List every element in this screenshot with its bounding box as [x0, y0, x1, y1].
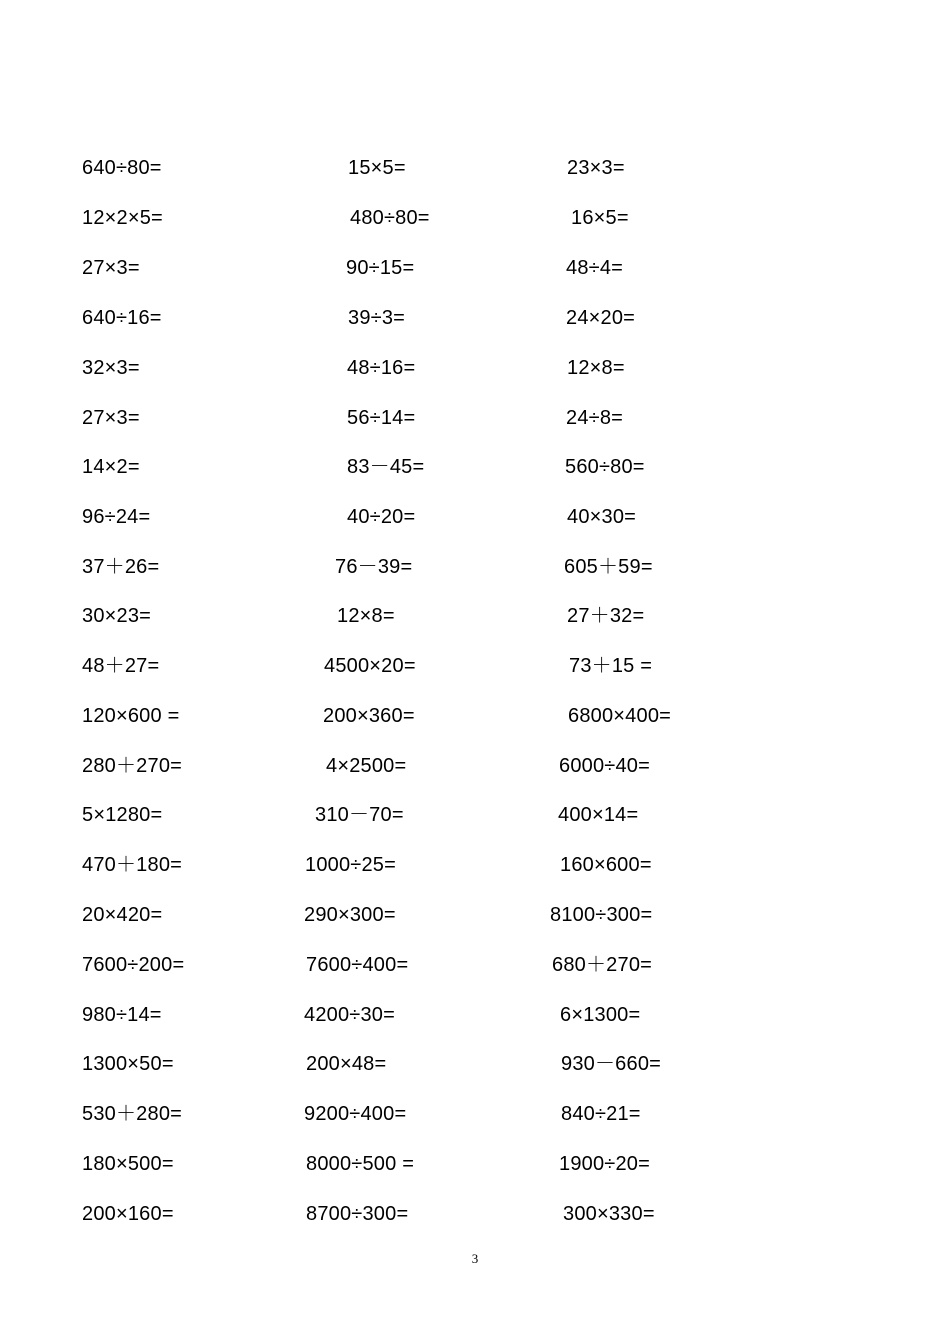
problem-r11-c3: 73＋15 =	[569, 655, 653, 677]
problem-r17-c2: 7600÷400=	[306, 954, 409, 976]
problem-r3-c3: 48÷4=	[566, 257, 624, 279]
problem-r13-c1: 280＋270=	[82, 755, 183, 777]
problem-r11-c1: 48＋27=	[82, 655, 160, 677]
problem-r6-c1: 27×3=	[82, 407, 140, 429]
problem-r7-c1: 14×2=	[82, 456, 140, 478]
problem-r5-c1: 32×3=	[82, 357, 140, 379]
problem-r11-c2: 4500×20=	[324, 655, 416, 677]
problem-r3-c1: 27×3=	[82, 257, 140, 279]
problem-r18-c1: 980÷14=	[82, 1004, 162, 1026]
problem-r19-c2: 200×48=	[306, 1053, 387, 1075]
problem-r21-c1: 180×500=	[82, 1153, 174, 1175]
problem-r12-c3: 6800×400=	[568, 705, 672, 727]
problem-r2-c3: 16×5=	[571, 207, 629, 229]
problem-r8-c2: 40÷20=	[347, 506, 416, 528]
problem-r13-c2: 4×2500=	[326, 755, 407, 777]
problem-r19-c3: 930－660=	[561, 1053, 662, 1075]
problem-r19-c1: 1300×50=	[82, 1053, 174, 1075]
problem-r22-c3: 300×330=	[563, 1203, 655, 1225]
problem-r17-c1: 7600÷200=	[82, 954, 185, 976]
problem-r9-c3: 605＋59=	[564, 556, 653, 578]
problem-r16-c1: 20×420=	[82, 904, 163, 926]
problem-r1-c1: 640÷80=	[82, 157, 162, 179]
problem-r22-c1: 200×160=	[82, 1203, 174, 1225]
problem-r5-c2: 48÷16=	[347, 357, 416, 379]
problem-r8-c1: 96÷24=	[82, 506, 151, 528]
problem-r12-c1: 120×600 =	[82, 705, 180, 727]
problem-r10-c1: 30×23=	[82, 605, 152, 627]
problem-r20-c1: 530＋280=	[82, 1103, 183, 1125]
problem-r16-c3: 8100÷300=	[550, 904, 653, 926]
problem-r22-c2: 8700÷300=	[306, 1203, 409, 1225]
problem-r21-c2: 8000÷500 =	[306, 1153, 415, 1175]
problem-r14-c3: 400×14=	[558, 804, 639, 826]
problem-r7-c2: 83－45=	[347, 456, 425, 478]
problem-r18-c2: 4200÷30=	[304, 1004, 395, 1026]
problem-r10-c3: 27＋32=	[567, 605, 645, 627]
problem-r15-c1: 470＋180=	[82, 854, 183, 876]
problem-r1-c3: 23×3=	[567, 157, 625, 179]
problem-r5-c3: 12×8=	[567, 357, 625, 379]
problem-r12-c2: 200×360=	[323, 705, 415, 727]
problem-r4-c1: 640÷16=	[82, 307, 162, 329]
problem-r15-c2: 1000÷25=	[305, 854, 396, 876]
problem-r4-c3: 24×20=	[566, 307, 636, 329]
problem-r17-c3: 680＋270=	[552, 954, 653, 976]
problem-r9-c2: 76－39=	[335, 556, 413, 578]
problem-r21-c3: 1900÷20=	[559, 1153, 650, 1175]
problem-r3-c2: 90÷15=	[346, 257, 415, 279]
problem-r6-c3: 24÷8=	[566, 407, 624, 429]
problem-r18-c3: 6×1300=	[560, 1004, 641, 1026]
problem-r20-c2: 9200÷400=	[304, 1103, 407, 1125]
problem-r6-c2: 56÷14=	[347, 407, 416, 429]
problem-r14-c2: 310－70=	[315, 804, 404, 826]
problem-r16-c2: 290×300=	[304, 904, 396, 926]
problem-r7-c3: 560÷80=	[565, 456, 645, 478]
problem-r10-c2: 12×8=	[337, 605, 395, 627]
page-number: 3	[471, 1251, 479, 1266]
problem-r15-c3: 160×600=	[560, 854, 652, 876]
problem-r14-c1: 5×1280=	[82, 804, 163, 826]
problem-r1-c2: 15×5=	[348, 157, 406, 179]
problem-r2-c1: 12×2×5=	[82, 207, 163, 229]
problem-r9-c1: 37＋26=	[82, 556, 160, 578]
problem-r2-c2: 480÷80=	[350, 207, 430, 229]
problem-r13-c3: 6000÷40=	[559, 755, 650, 777]
problem-r8-c3: 40×30=	[567, 506, 637, 528]
problem-r20-c3: 840÷21=	[561, 1103, 641, 1125]
problem-r4-c2: 39÷3=	[348, 307, 406, 329]
